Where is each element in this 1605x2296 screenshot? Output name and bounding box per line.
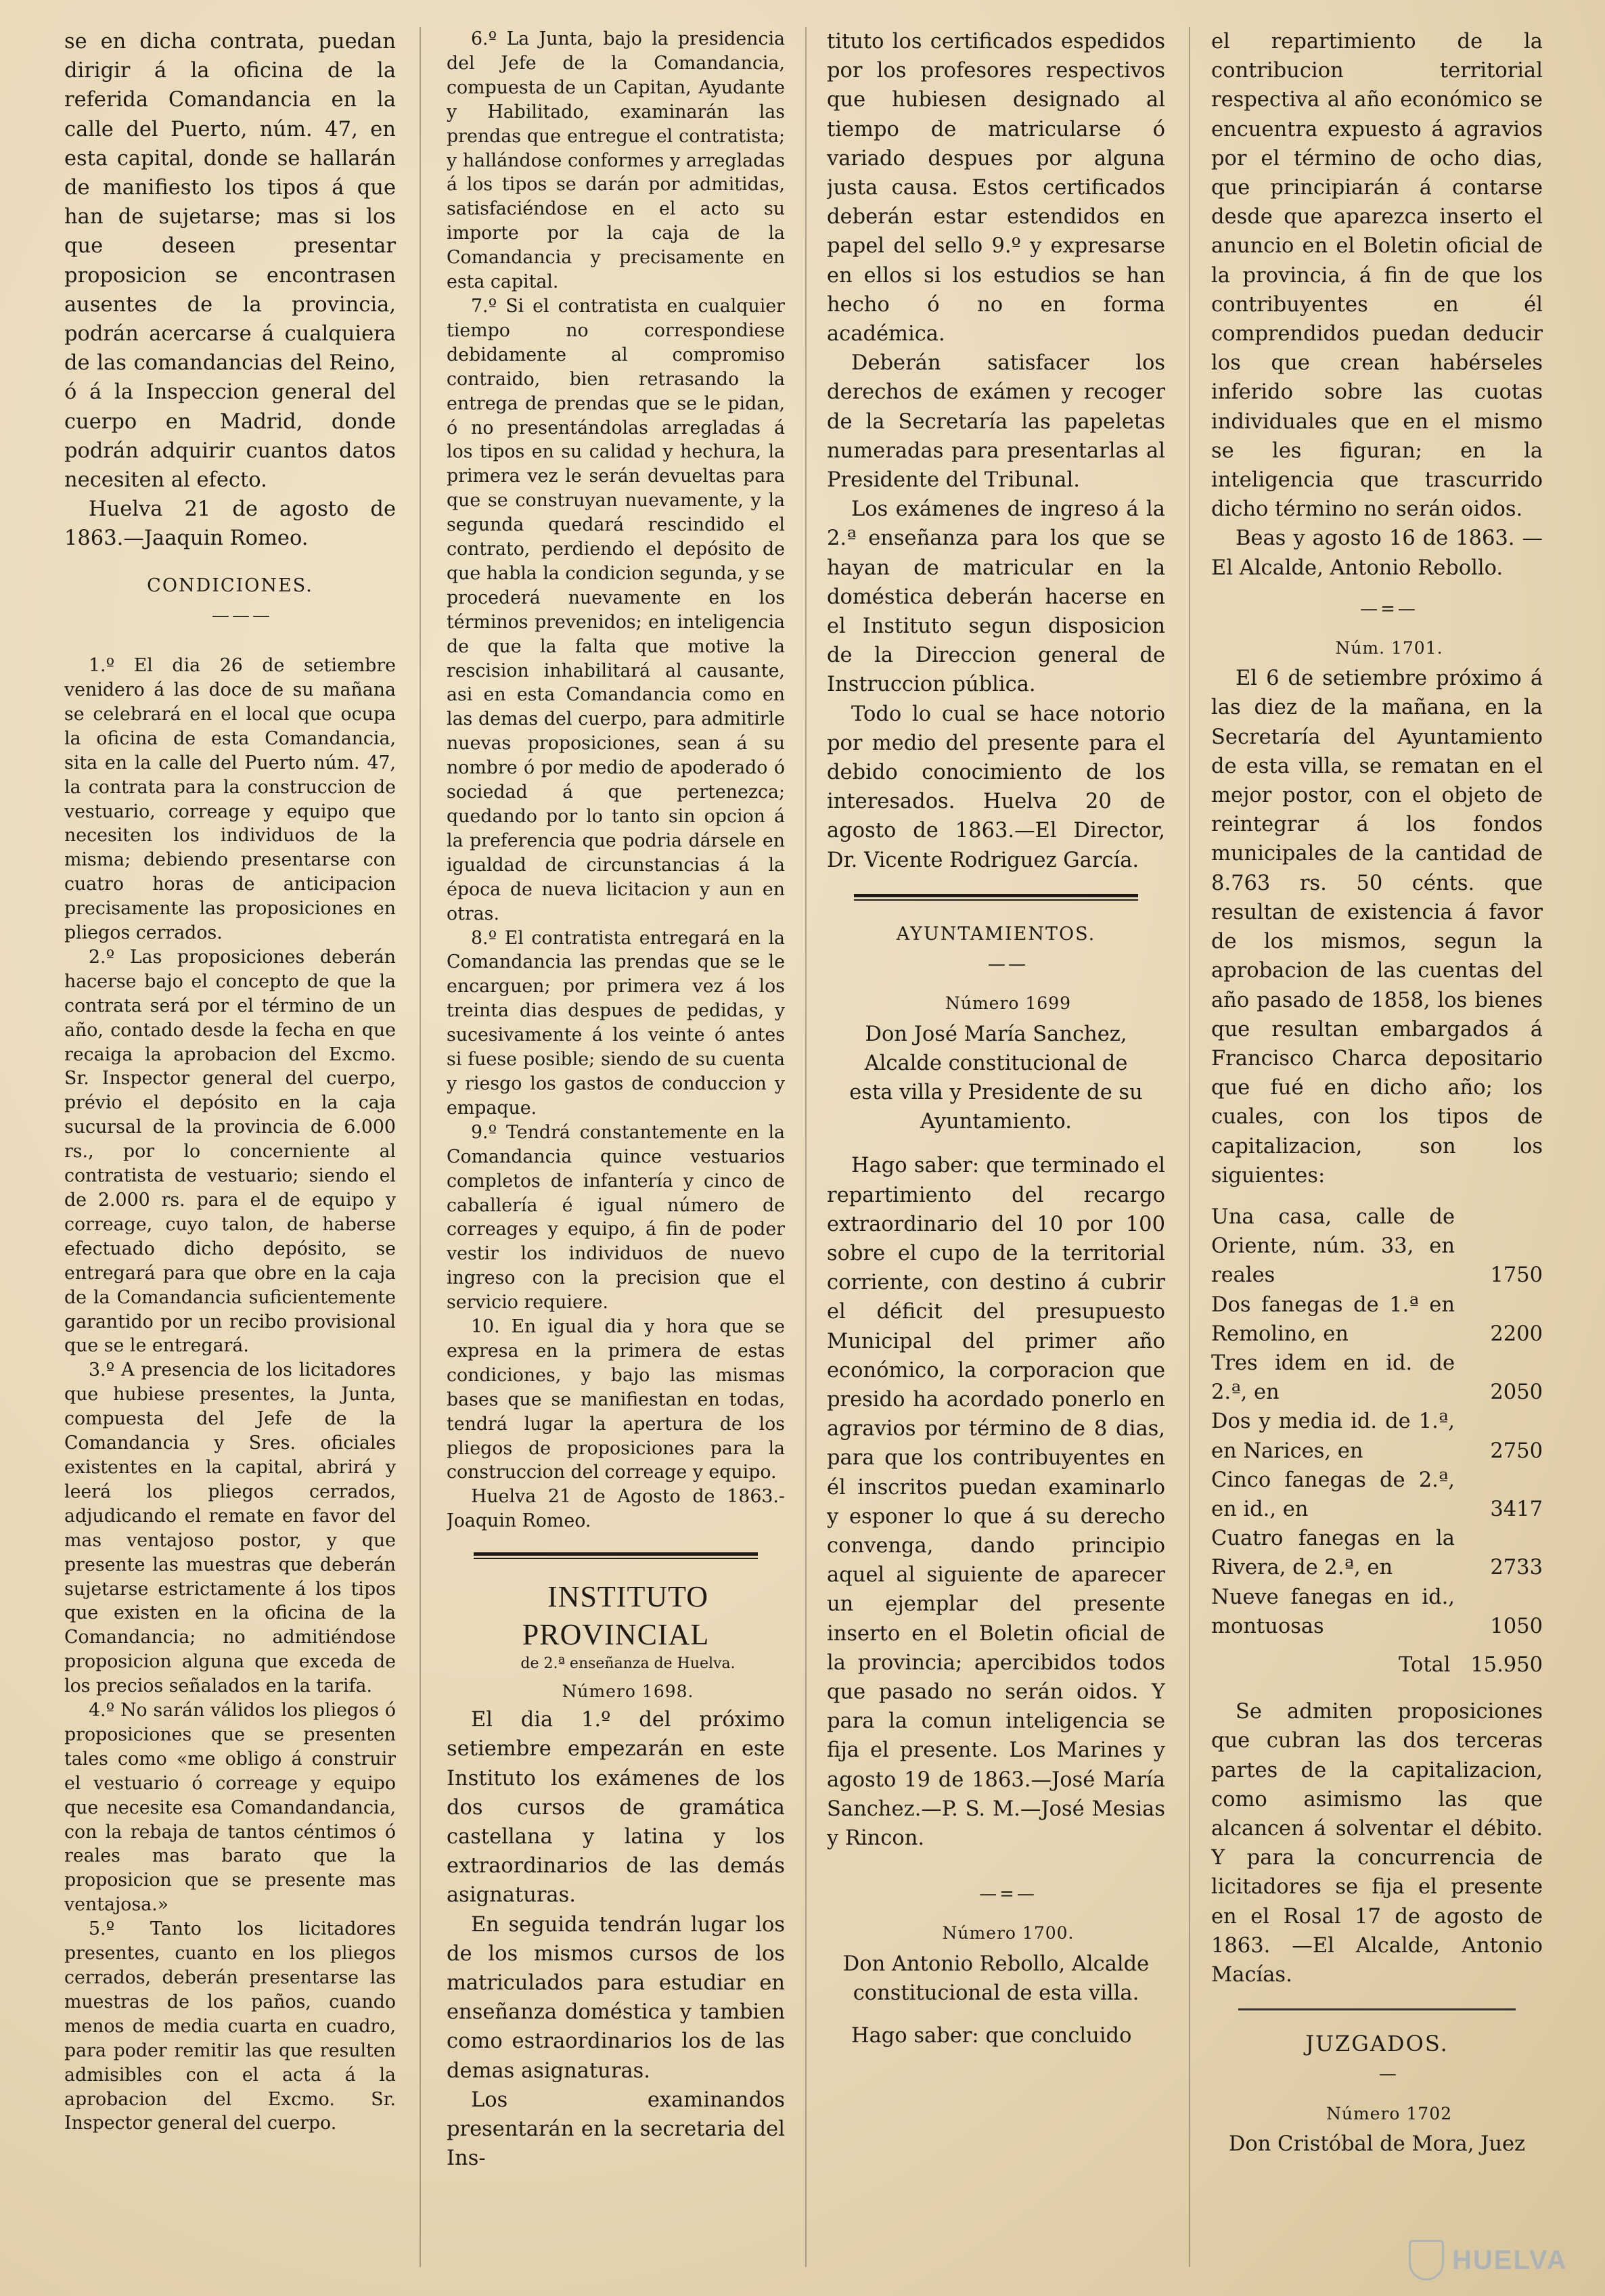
total-row	[1211, 1650, 1543, 1680]
asset-value: 1050	[1490, 1614, 1543, 1638]
paragraph: El 6 de setiembre próximo á las diez de la mañana, en la Secretaría del Ayuntamiento de esta villa, se rematan en el mejor postor, con el objeto de reintegrar á los fondos municipales de la cantidad de 8.763 rs. 50 cénts. que resultan de existencia á favor de los mismos, segun la aprobacion de las cuentas del año pasado de 1858, los bienes que resultan embargados á Francisco Charca depositario que fué en dicho año; los cuales, con los tipos de capitalizacion, son los siguientes:	[1211, 667, 1543, 1188]
paragraph: Los examinandos presentarán en la secretaria del Ins-	[447, 2088, 785, 2171]
asset-label: Tres idem en id. de 2.ª, en	[1211, 1351, 1455, 1405]
table-row	[1211, 1407, 1543, 1465]
notice-heading: Don Antonio Rebollo, Alcalde constitucional de esta villa.	[842, 1952, 1150, 2005]
condition-2: 2.º Las proposiciones deberán hacerse bajo el concepto de que la contrata será por el término de un año, contado desde la fecha en que recaiga la aprobacion del Excmo. Sr. Inspector general del cuerpo, prévio el depósito en la caja sucursal de la provincia de 6.000 rs., por lo concerniente al contratista de vestuario; siendo el de 2.000 rs. para el de equipo y correage, cuyo talon, de haberse efectuado dicho depósito, se entregará para que obre en la caja de la Comandancia suficientemente garantido por un recibo provisional que se le entregará.	[64, 946, 396, 1357]
asset-value: 1750	[1490, 1263, 1543, 1288]
archive-watermark	[1409, 2236, 1578, 2284]
signature: Huelva 21 de agosto de 1863.—Jaaquin Romeo.	[64, 497, 396, 551]
condition-8: 8.º El contratista entregará en la Comandancia las prendas que se le encarguen; por primera vez á los treinta dias despues de pedidas, y sucesivamente á los veinte ó antes si fuese posible; siendo de su cuenta y riesgo los gastos de conduccion y empaque.	[447, 927, 785, 1119]
section-heading: JUZGADOS.	[1305, 2031, 1449, 2057]
divider-dash: —=—	[1360, 598, 1418, 619]
paragraph: tituto los certificados espedidos por los profesores respectivos que hubiesen designado al tiempo de matricularse ó variado despues por alguna justa causa. Estos certificados deberán estar estendidos en papel del sello 9.º y expresarse en ellos si los estudios se han hecho ó no en forma académica.	[827, 30, 1165, 346]
divider-dash: ——	[988, 954, 1028, 975]
table-row	[1211, 1583, 1543, 1641]
paragraph: Los exámenes de ingreso á la 2.ª enseñanza para los que se hayan de matricular en la doméstica deberán hacerse en el Instituto segun disposicion de la Direccion general de Instruccion pública.	[827, 497, 1165, 697]
notice-number: Núm. 1701.	[1335, 638, 1443, 658]
institute-subtitle: de 2.ª enseñanza de Huelva.	[520, 1655, 736, 1673]
asset-label: Dos y media id. de 1.ª, en Narices, en	[1211, 1410, 1455, 1463]
notice-heading: Don Cristóbal de Mora, Juez	[1228, 2132, 1526, 2156]
paragraph: Deberán satisfacer los derechos de exámen y recoger de la Secretaría las papeletas numeradas para presentarlas al Presidente del Tribunal.	[827, 351, 1165, 493]
paragraph: Se admiten proposiciones que cubran las dos terceras partes de la capitalizacion, como asimismo las que alcancen á solventar el débito. Y para la concurrencia de licitadores se fija el presente en el Rosal 17 de agosto de 1863. —El Alcalde, Antonio Macías.	[1211, 1700, 1543, 1987]
condition-6: 6.º La Junta, bajo la presidencia del Jefe de la Comandancia, compuesta de un Capitan, Ayudante y Habilitado, examinarán las prendas que entregue el contratista; y hallándose conformes y arregladas á los tipos se darán por admitidas, satisfaciéndose en el acto su importe por la caja de la Comandancia y precisamente en esta capital.	[447, 28, 785, 293]
paragraph: se en dicha contrata, puedan dirigir á la oficina de la referida Comandancia en la calle del Puerto, núm. 47, en esta capital, donde se hallarán de manifiesto los tipos á que han de sujetarse; mas si los que deseen presentar proposicion se encontrasen ausentes de la provincia, podrán acercarse á cualquiera de las comandancias del Reino, ó á la Inspeccion general del cuerpo en Madrid, donde podrán adquirir cuantos datos necesiten al efecto.	[64, 30, 396, 493]
column-1	[64, 27, 396, 2280]
table-row	[1211, 1466, 1543, 1524]
condition-1: 1.º El dia 26 de setiembre venidero á las doce de su mañana se celebrará en el local que ocupa la oficina de esta Comandancia, sita en la calle del Puerto núm. 47, la contrata para la construccion de vestuario, correage y equipo que necesiten los individuos de la misma; debiendo presentarse con cuatro horas de anticipacion precisamente las proposiciones en pliegos cerrados.	[64, 655, 396, 944]
section-heading: CONDICIONES.	[147, 575, 313, 596]
paragraph: El dia 1.º del próximo setiembre empezarán en este Instituto los exámenes de los dos cursos de gramática castellana y latina y los extraordinarios de las demás asignaturas.	[447, 1708, 785, 1908]
column-4	[1211, 27, 1543, 2280]
condition-4: 4.º No sarán válidos los pliegos ó proposiciones que se presenten tales como «me obligo á construir el vestuario ó correage y equipo que necesite esa Comandandancia, con la rebaja de tantos céntimos ó reales mas barato que la proposicion que se presente mas ventajosa.»	[64, 1700, 396, 1916]
section-rule	[854, 894, 1138, 901]
shield-icon	[1409, 2240, 1444, 2280]
assets-table	[1211, 1202, 1543, 1641]
asset-label: Dos fanegas de 1.ª en Remolino, en	[1211, 1292, 1455, 1346]
paragraph: En seguida tendrán lugar los de los mismos cursos de los matriculados para estudiar en enseñanza doméstica y tambien como estraordinarios los de las demas asignaturas.	[447, 1912, 785, 2083]
condition-5: 5.º Tanto los licitadores presentes, cuanto en los pliegos cerrados, deberán presentarse las muestras de los paños, cuando menos de media cuarta en cuadro, para poder remitir las que resulten admisibles con el acta á la aprobacion del Excmo. Sr. Inspector general del cuerpo.	[64, 1918, 396, 2134]
asset-value: 2200	[1490, 1322, 1543, 1346]
condition-9: 9.º Tendrá constantemente en la Comandancia quince vestuarios completos de infantería y cinco de caballería é igual número de correages y equipo, á fin de poder vestir los individuos de nuevo ingreso con la precision que el servicio requiere.	[447, 1121, 785, 1313]
column-divider	[805, 27, 807, 2267]
total-label: Total	[1399, 1652, 1451, 1677]
asset-label: Nueve fanegas en id., montuosas	[1211, 1585, 1455, 1638]
paragraph: el repartimiento de la contribucion territorial respectiva al año económico se encuentra expuesto á agravios por el término de ocho dias, que principiarán á contarse desde que aparezca inserto el anuncio en el Boletin oficial de la provincia, á fin de que los contribuyentes en él comprendidos puedan deducir los que crean habérseles inferido sobre las cuotas individuales que en el mismo se les figuran; en la inteligencia que trascurrido dicho término no serán oidos.	[1211, 30, 1543, 522]
asset-label: Cuatro fanegas en la Rivera, de 2.ª, en	[1211, 1527, 1455, 1580]
notice-number: Número 1702	[1326, 2103, 1453, 2123]
institute-title: INSTITUTO PROVINCIAL	[522, 1580, 710, 1652]
asset-value: 2733	[1490, 1556, 1543, 1580]
column-2	[447, 27, 785, 2280]
section-rule	[474, 1552, 758, 1559]
asset-value: 2750	[1490, 1439, 1543, 1463]
table-row	[1211, 1524, 1543, 1582]
paragraph: Todo lo cual se hace notorio por medio del presente para el debido conocimiento de los interesados. Huelva 20 de agosto de 1863.—El Director, Dr. Vicente Rodriguez García.	[827, 702, 1165, 872]
total-value: 15.950	[1470, 1652, 1543, 1677]
condition-10: 10. En igual dia y hora que se expresa en la primera de estas condiciones, y bajo las mismas bases que se manifiestan en todas, tendrá lugar la apertura de los pliegos de proposiciones para la construccion del correage y equipo.	[447, 1316, 785, 1483]
asset-value: 3417	[1490, 1497, 1543, 1521]
signature: Beas y agosto 16 de 1863. —El Alcalde, Antonio Rebollo.	[1211, 526, 1543, 580]
asset-label: Cinco fanegas de 2.ª, en id., en	[1211, 1468, 1455, 1521]
section-heading: AYUNTAMIENTOS.	[896, 923, 1096, 945]
condition-7: 7.º Si el contratista en cualquier tiempo no correspondiese debidamente al compromiso contraido, bien retrasando la entrega de prendas que se le pidan, ó no presentándolas arregladas á los tipos en su calidad y hechura, la primera vez le serán devueltas para que se construyan nuevamente, y la segunda quedará rescindido el contrato, perdiendo el depósito de que habla la condicion segunda, y se procederá nuevamente en los términos prevenidos; en inteligencia de que la falta que motive la rescision inhabilitará al causante, asi en esta Comandancia como en las demas del cuerpo, para admitirle nuevas proposiciones, sean á su nombre ó por medio de apoderado ó sociedad á que pertenezca; quedando por lo tanto sin opcion á la preferencia que podria dársele en igualdad de circunstancias á la época de nueva licitacion y aun en otras.	[447, 295, 785, 924]
notice-number: Número 1698.	[562, 1682, 694, 1702]
table-row	[1211, 1349, 1543, 1407]
signature: Huelva 21 de Agosto de 1863.-Joaquin Romeo.	[447, 1486, 785, 1532]
notice-number: Número 1699	[945, 993, 1072, 1014]
column-divider	[420, 27, 421, 2267]
asset-value: 2050	[1490, 1380, 1543, 1405]
table-row	[1211, 1290, 1543, 1349]
divider-dash: ———	[212, 605, 273, 626]
divider-dash: —=—	[979, 1884, 1037, 1905]
section-rule	[1238, 2008, 1516, 2010]
column-3	[827, 27, 1165, 2280]
condition-3: 3.º A presencia de los licitadores que hubiese presentes, la Junta, compuesta del Jefe de la Comandancia y Sres. oficiales existentes en la capital, abrirá y leerá los pliegos cerrados, adjudicando el remate en favor del mas ventajoso postor, y que presente las muestras que deberán sujetarse estrictamente á los tipos que existen en la oficina de la Comandancia; no admitiéndose proposicion alguna que exceda de los precios señalados en la tarifa.	[64, 1359, 396, 1697]
paragraph: Hago saber: que concluido	[851, 2024, 1132, 2048]
asset-label: Una casa, calle de Oriente, núm. 33, en reales	[1211, 1205, 1455, 1288]
divider-dash: —	[1379, 2064, 1399, 2085]
paragraph: Hago saber: que terminado el repartimiento del recargo extraordinario del 10 por 100 sobre el cupo de la territorial corriente, con destino á cubrir el déficit del presupuesto Municipal del primer año económico, la corporacion que presido ha acordado ponerlo en agravios por término de 8 dias, para que los contribuyentes en él inscritos puedan examinarlo y esponer lo que á su derecho convenga, dando principio aquel al siguiente de aparecer un ejemplar del presente inserto en el Boletin oficial de la provincia; apercibidos todos que pasado no serán oidos. Y para la comun inteligencia se fija el presente. Los Marines y agosto 19 de 1863.—José María Sanchez.—P. S. M.—José Mesias y Rincon.	[827, 1154, 1165, 1850]
notice-number: Número 1700.	[942, 1923, 1075, 1943]
notice-heading: Don José María Sanchez, Alcalde constitucional de esta villa y Presidente de su Ayuntamiento.	[849, 1022, 1143, 1134]
column-divider	[1189, 27, 1190, 2267]
watermark-label: HUELVA	[1452, 2245, 1568, 2275]
table-row	[1211, 1202, 1543, 1290]
